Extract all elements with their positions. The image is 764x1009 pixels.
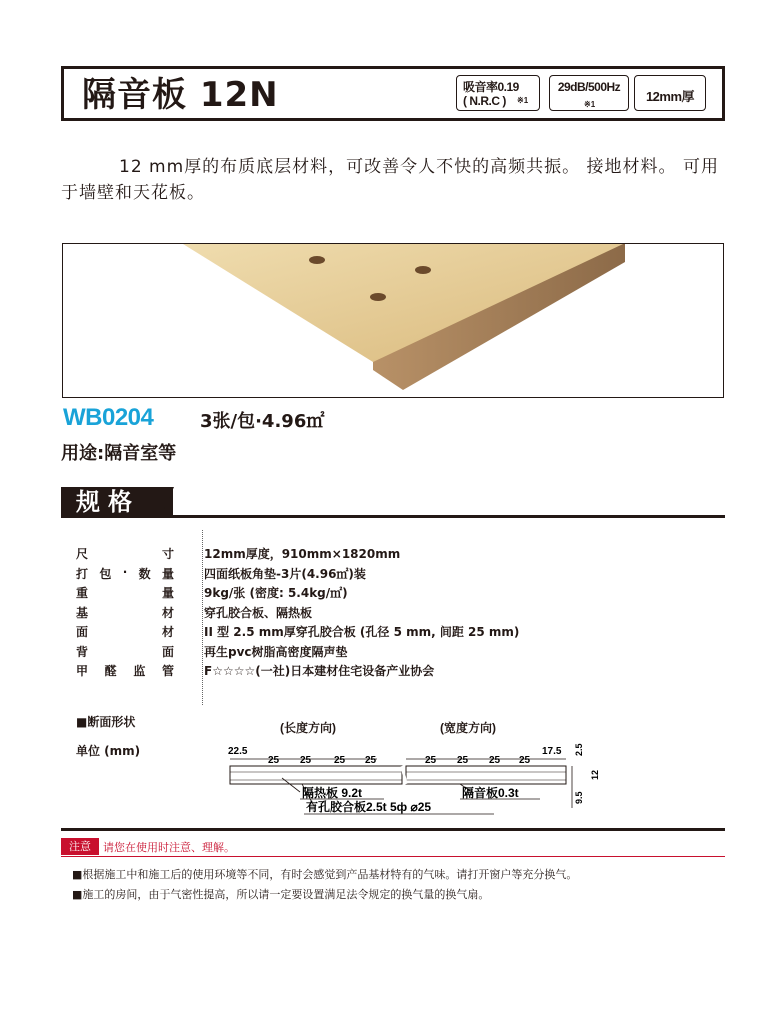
- board-face: [183, 244, 623, 362]
- spec-label-char: 醛: [104, 664, 117, 678]
- spec-value: 再生pvc树脂高密度隔声垫: [204, 644, 348, 659]
- db-note: ※1: [584, 100, 596, 109]
- intro-text: 12 mm厚的布质底层材料，可改善令人不快的高频共振。 接地材料。 可用于墙壁和天花板。: [61, 157, 719, 203]
- notice-item-1: ■根据施工中和施工后的使用环境等不同，有时会感觉到产品基材特有的气味。请打开窗户等充分换气。: [72, 868, 578, 881]
- dim-right-4: 17.5: [542, 746, 562, 757]
- hole: [415, 266, 431, 274]
- label-plywood: 有孔胶合板2.5t 5ф ⌀25: [306, 800, 432, 814]
- spec-value: F☆☆☆☆(一社)日本建材住宅设备产业协会: [204, 664, 435, 678]
- spec-label-char: 重: [76, 586, 89, 600]
- spec-label: [76, 643, 174, 660]
- cross-section-diagram: [222, 718, 612, 820]
- dim-side-2: 9.5: [574, 791, 584, 804]
- spec-label: [76, 584, 174, 601]
- notice-tag: 注意: [61, 838, 99, 855]
- product-photo: [62, 243, 724, 398]
- spec-value: 9kg/张 (密度: 5.4kg/㎡): [204, 586, 348, 600]
- absorption-line1: 吸音率0.19: [463, 80, 519, 94]
- spec-label-char: ·: [122, 564, 128, 579]
- length-direction-label: (长度方向): [280, 721, 336, 735]
- thickness-value: 12mm厚: [645, 89, 695, 104]
- spec-label-char: 尺: [76, 547, 89, 561]
- dim-left-1: 25: [268, 755, 280, 766]
- spec-label-char: 寸: [161, 547, 174, 561]
- spec-label: [76, 545, 174, 562]
- dim-right-1: 25: [457, 755, 469, 766]
- width-direction-label: (宽度方向): [440, 721, 496, 735]
- spec-value: 穿孔胶合板、隔热板: [204, 605, 313, 620]
- spec-label: [76, 604, 174, 621]
- pack-info: 3张/包·4.96㎡: [200, 411, 325, 432]
- spec-label-char: 面: [76, 625, 89, 639]
- spec-label-char: 包: [99, 566, 112, 581]
- spec-heading: 规格: [76, 488, 140, 516]
- unit-label: 单位 (mm): [76, 744, 141, 758]
- spec-label: [76, 623, 174, 640]
- notice-underline: [61, 856, 725, 857]
- spec-label-char: 背: [76, 644, 89, 659]
- label-insulation: 隔热板 9.2t: [302, 786, 363, 800]
- db-value: 29dB/500Hz: [557, 80, 621, 94]
- dim-side-1: 12: [590, 769, 600, 780]
- db-badge: [549, 75, 629, 111]
- title-box: [61, 66, 725, 121]
- spec-heading-rule: [61, 515, 725, 518]
- dim-left-3: 25: [334, 755, 346, 766]
- dim-right-0: 25: [425, 755, 437, 766]
- notice-item-2: ■施工的房间，由于气密性提高，所以请一定要设置满足法令规定的换气量的换气扇。: [72, 888, 490, 901]
- absorption-line2: ( N.R.C ): [463, 94, 506, 108]
- spec-divider: [202, 530, 203, 705]
- board-section-width: [406, 766, 566, 784]
- spec-label-char: 数: [138, 566, 151, 581]
- board-section-length: [230, 766, 402, 784]
- spec-value: 四面纸板角垫-3片(4.96㎡)装: [204, 566, 366, 581]
- label-sound: 隔音板0.3t: [462, 786, 519, 800]
- absorption-badge: [456, 75, 540, 111]
- thickness-badge: [634, 75, 706, 111]
- spec-label-char: 面: [161, 644, 174, 659]
- notice-rule: [61, 828, 725, 831]
- spec-label-char: 打: [76, 566, 89, 581]
- section-title: ■断面形状: [76, 715, 136, 729]
- dim-left-0: 22.5: [228, 746, 248, 757]
- spec-label-char: 管: [161, 664, 174, 678]
- dim-right-3: 25: [519, 755, 531, 766]
- spec-label-char: 基: [76, 605, 89, 620]
- spec-label: [76, 565, 174, 582]
- spec-heading-slope: [160, 487, 174, 518]
- absorption-note: ※1: [517, 96, 529, 105]
- spec-label-char: 量: [161, 586, 174, 600]
- dim-left-2: 25: [300, 755, 312, 766]
- usage-info: 用途:隔音室等: [61, 443, 177, 464]
- spec-label-char: 材: [161, 625, 174, 639]
- spec-label-char: 材: [161, 605, 174, 620]
- spec-value: 12mm厚度，910mm×1820mm: [204, 547, 401, 561]
- spec-label-char: 甲: [76, 664, 89, 678]
- dim-left-4: 25: [365, 755, 377, 766]
- hole: [370, 293, 386, 301]
- dim-side-0: 2.5: [574, 743, 584, 756]
- spec-value: II 型 2.5 mm厚穿孔胶合板 (孔径 5 mm, 间距 25 mm): [204, 625, 520, 639]
- notice-heading: 请您在使用时注意、理解。: [103, 841, 235, 854]
- spec-label: [76, 662, 174, 679]
- hole: [309, 256, 325, 264]
- board-illustration: [63, 244, 724, 398]
- page-title: 隔音板 12N: [82, 75, 279, 115]
- dim-right-2: 25: [489, 755, 501, 766]
- spec-label-char: 量: [161, 566, 174, 581]
- spec-label-char: 监: [133, 664, 146, 678]
- product-code: WB0204: [63, 404, 154, 431]
